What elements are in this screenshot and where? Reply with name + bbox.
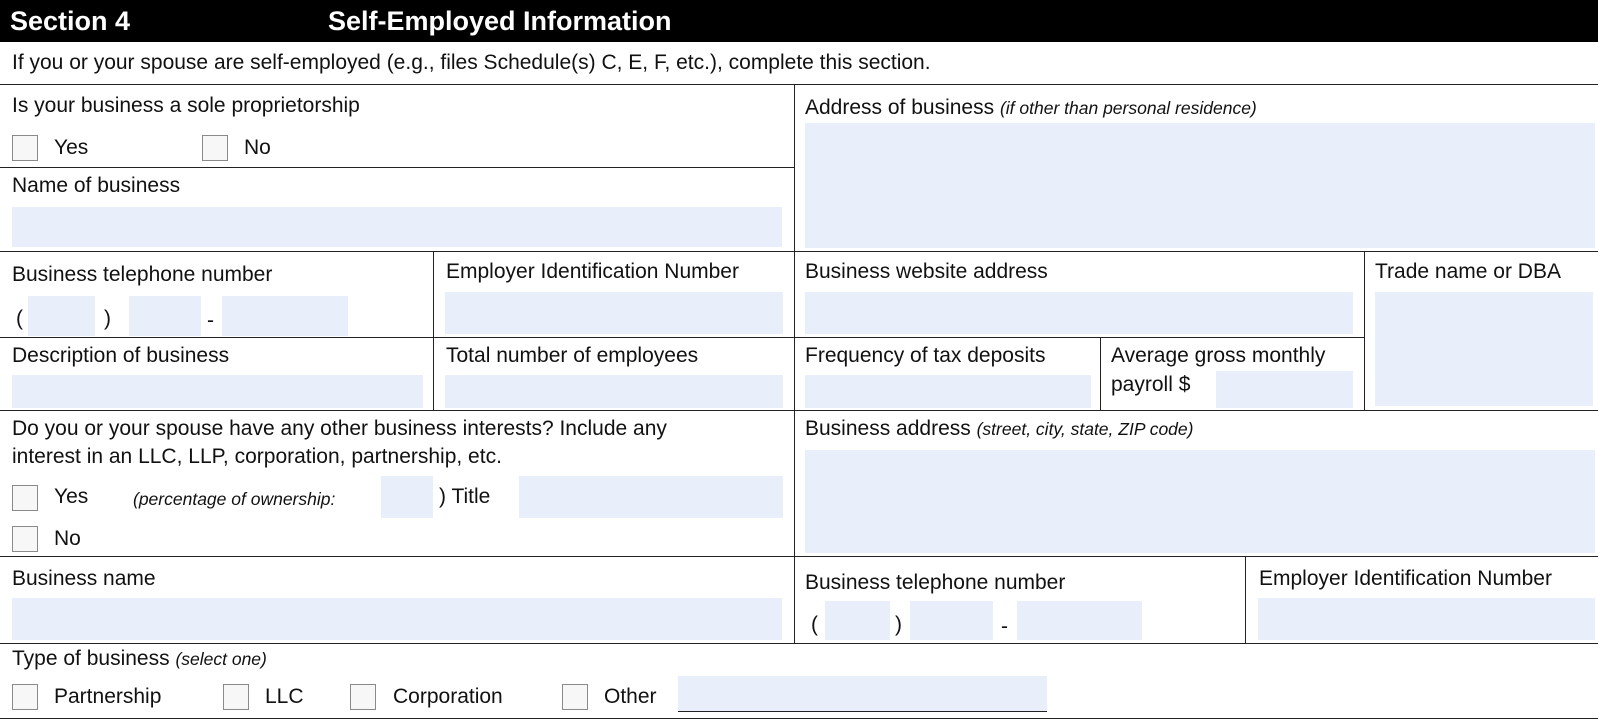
other-type-input[interactable] [678,676,1047,712]
ein2-label: Employer Identification Number [1259,567,1552,590]
rule [0,167,794,168]
website-input[interactable] [805,292,1353,334]
ein2-input[interactable] [1258,598,1595,640]
address-of-business-input[interactable] [805,123,1595,248]
sole-prop-no-checkbox[interactable] [202,135,228,161]
divider [794,84,795,643]
address-of-business-note: (if other than personal residence) [999,98,1257,118]
section-title: Self-Employed Information [328,6,672,36]
other-interests-yes-checkbox[interactable] [12,485,38,511]
payroll-label-line2: payroll $ [1111,373,1191,396]
payroll-input[interactable] [1216,371,1353,408]
other-interests-no-checkbox[interactable] [12,526,38,552]
phone2-label: Business telephone number [805,571,1066,594]
sole-prop-yes-label: Yes [54,136,89,159]
website-label: Business website address [805,260,1048,283]
rule [0,556,1598,557]
payroll-label-line1: Average gross monthly [1111,344,1326,367]
rule [0,410,1598,411]
type-of-business-label-text: Type of business [12,647,170,670]
phone2-area-code-input[interactable] [825,601,890,640]
other-interests-no-label: No [54,527,81,550]
rule [0,84,1598,85]
ownership-percentage-input[interactable] [381,476,433,518]
sole-prop-yes-checkbox[interactable] [12,135,38,161]
frequency-input[interactable] [805,375,1091,408]
employees-label: Total number of employees [446,344,699,367]
phone1-prefix-input[interactable] [129,296,201,336]
business-address-label [805,416,1193,442]
corporation-label: Corporation [393,685,503,708]
section-header-bar [0,0,1598,42]
phone1-label: Business telephone number [12,263,273,286]
sole-prop-no-label: No [244,136,271,159]
business-address-input[interactable] [805,450,1595,553]
type-of-business-note: (select one) [175,649,267,669]
ein1-input[interactable] [445,292,783,334]
address-of-business-label [805,95,1257,121]
address-of-business-label-text: Address of business [805,96,995,119]
phone1-close-paren: ) [104,307,111,330]
divider [433,251,434,410]
employees-input[interactable] [445,375,783,408]
section-number: Section 4 [10,6,131,36]
ein1-label: Employer Identification Number [446,260,739,283]
phone2-dash: - [1001,615,1008,638]
other-interests-yes-label: Yes [54,485,89,508]
divider [1100,337,1101,410]
rule [0,251,1598,252]
phone1-dash: - [207,309,214,332]
rule [0,337,1364,338]
trade-name-label: Trade name or DBA [1375,260,1561,283]
divider [1364,251,1365,410]
corporation-checkbox[interactable] [350,684,376,710]
name-of-business-label: Name of business [12,174,181,197]
divider [1245,556,1246,643]
phone2-line-input[interactable] [1017,601,1142,640]
phone2-prefix-input[interactable] [910,601,993,640]
title-input[interactable] [519,476,783,518]
other-interests-question-line2: interest in an LLC, LLP, corporation, partnership, etc. [12,445,502,468]
phone2-open-paren: ( [811,613,818,636]
phone1-open-paren: ( [16,307,23,330]
phone1-area-code-input[interactable] [28,296,95,336]
llc-checkbox[interactable] [223,684,249,710]
phone2-close-paren: ) [895,613,902,636]
trade-name-input[interactable] [1375,292,1593,406]
frequency-label: Frequency of tax deposits [805,344,1046,367]
business-address-label-text: Business address [805,417,971,440]
description-input[interactable] [12,375,423,408]
partnership-label: Partnership [54,685,162,708]
phone1-line-input[interactable] [222,296,348,336]
business-name-label: Business name [12,567,156,590]
business-address-note: (street, city, state, ZIP code) [976,419,1194,439]
intro-text: If you or your spouse are self-employed (e.g., files Schedule(s) C, E, F, etc.), complete this section. [12,51,931,74]
sole-prop-question: Is your business a sole proprietorship [12,94,360,117]
rule [0,718,1598,719]
other-label: Other [604,685,657,708]
rule [0,643,1598,644]
description-label: Description of business [12,344,230,367]
partnership-checkbox[interactable] [12,684,38,710]
title-label: ) Title [439,485,491,508]
other-checkbox[interactable] [562,684,588,710]
llc-label: LLC [265,685,304,708]
name-of-business-input[interactable] [12,207,782,247]
type-of-business-label [12,646,267,672]
business-name-input[interactable] [12,598,782,640]
ownership-percentage-label: (percentage of ownership: [133,489,336,509]
other-interests-question-line1: Do you or your spouse have any other business interests? Include any [12,417,667,440]
